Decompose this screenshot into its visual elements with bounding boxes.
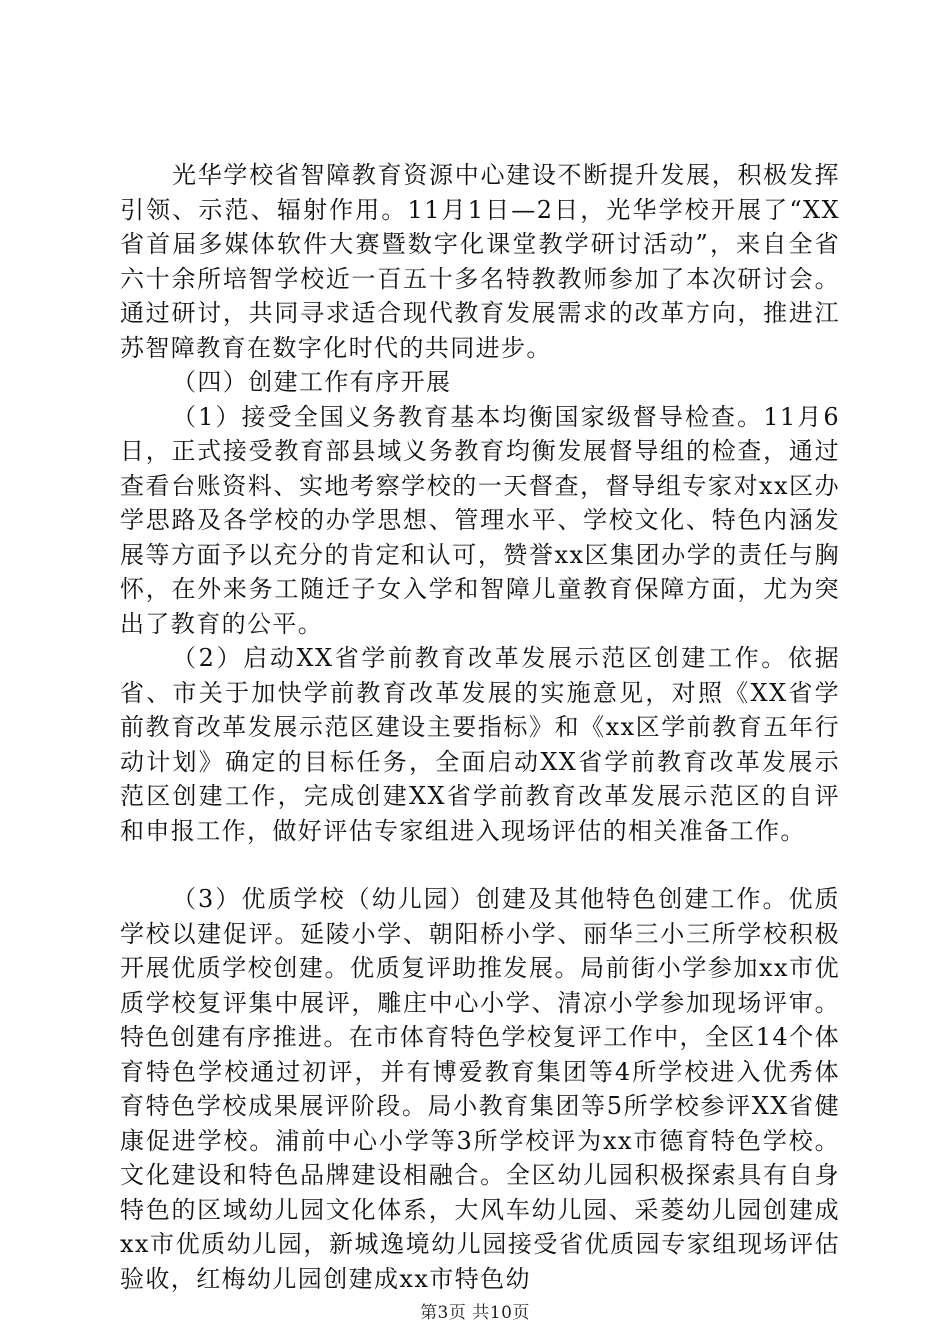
document-body bbox=[120, 158, 840, 1296]
paragraph-preschool-reform-demo-zone: （2）启动XX省学前教育改革发展示范区创建工作。依据省、市关于加快学前教育改革发展的实施意见，对照《XX省学前教育改革发展示范区建设主要指标》和《xx区学前教育五年行动计划》确定的目标任务，全面启动XX省学前教育改革发展示范区创建工作，完成创建XX省学前教育改革发展示范区的自评和申报工作，做好评估专家组进入现场评估的相关准备工作。 bbox=[120, 644, 840, 845]
paragraph-guanghua-resource-center: 光华学校省智障教育资源中心建设不断提升发展，积极发挥引领、示范、辐射作用。11月1日—2日，光华学校开展了“XX省首届多媒体软件大赛暨数字化课堂教学研讨活动”，来自全省六十余所培智学校近一百五十多名特教教师参加了本次研讨会。通过研讨，共同寻求适合现代教育发展需求的改革方向，推进江苏智障教育在数字化时代的共同进步。 bbox=[120, 161, 840, 362]
paragraph-quality-school-creation: （3）优质学校（幼儿园）创建及其他特色创建工作。优质学校以建促评。延陵小学、朝阳桥小学、丽华三小三所学校积极开展优质学校创建。优质复评助推发展。局前街小学参加xx市优质学校复评集中展评，雕庄中心小学、清凉小学参加现场评审。特色创建有序推进。在市体育特色学校复评工作中，全区14个体育特色学校通过初评，并有博爱教育集团等4所学校进入优秀体育特色学校成果展评阶段。局小教育集团等5所学校参评XX省健康促进学校。浦前中心小学等3所学校评为xx市德育特色学校。文化建设和特色品牌建设相融合。全区幼儿园积极探索具有自身特色的区域幼儿园文化体系，大风车幼儿园、采菱幼儿园创建成xx市优质幼儿园，新城逸境幼儿园接受省优质园专家组现场评估验收，红梅幼儿园创建成xx市特色幼 bbox=[120, 885, 840, 1293]
paragraph-balanced-education-inspection: （1）接受全国义务教育基本均衡国家级督导检查。11月6日，正式接受教育部县域义务教育均衡发展督导组的检查，通过查看台账资料、实地考察学校的一天督查，督导组专家对xx区办学思路及各学校的办学思想、管理水平、学校文化、特色内涵发展等方面予以充分的肯定和认可，赞誉xx区集团办学的责任与胸怀，在外来务工随迁子女入学和智障儿童教育保障方面，尤为突出了教育的公平。 bbox=[120, 402, 840, 638]
section-heading-creation-work: （四）创建工作有序开展 bbox=[172, 368, 452, 396]
page-number-footer: 第3页 共10页 bbox=[420, 1303, 530, 1323]
